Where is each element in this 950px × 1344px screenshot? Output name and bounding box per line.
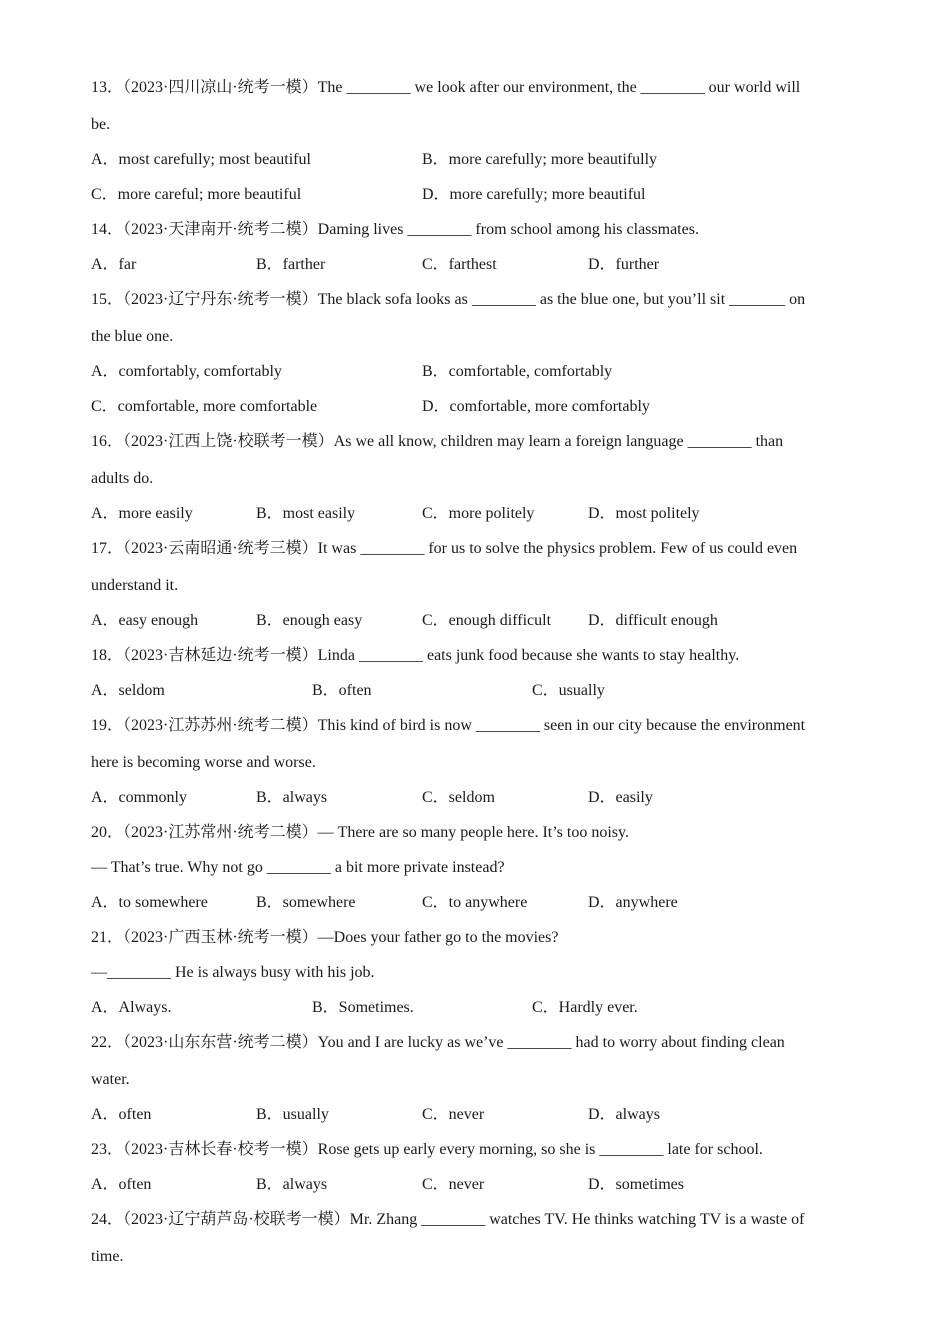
q23-option-c: C．never <box>422 1176 485 1193</box>
q19-option-b: B．always <box>256 789 328 806</box>
q15-option-d: D．comfortable, more comfortably <box>422 398 650 415</box>
q19-option-a: A．commonly <box>91 789 187 806</box>
question-18-stem: 18．（2023·吉林延边·统考一模）Linda ________ eats junk food because she wants to stay healthy. <box>91 647 740 664</box>
question-23-stem: 23．（2023·吉林长春·校考一模）Rose gets up early every morning, so she is ________ late for school. <box>91 1141 763 1158</box>
q14-option-c: C．farthest <box>422 256 497 273</box>
q20-option-d: D．anywhere <box>588 894 678 911</box>
q14-option-a: A．far <box>91 256 137 273</box>
q18-option-c: C．usually <box>532 682 605 699</box>
question-22-stem-cont: water. <box>91 1071 130 1088</box>
q23-option-a: A．often <box>91 1176 152 1193</box>
q22-option-c: C．never <box>422 1106 485 1123</box>
question-14-stem: 14．（2023·天津南开·统考二模）Daming lives ________ from school among his classmates. <box>91 221 699 238</box>
q16-option-b: B．most easily <box>256 505 356 522</box>
question-24-stem: 24．（2023·辽宁葫芦岛·校联考一模）Mr. Zhang ________ watches TV. He thinks watching TV is a waste of <box>91 1211 805 1228</box>
q19-option-d: D．easily <box>588 789 653 806</box>
q17-option-a: A．easy enough <box>91 612 199 629</box>
question-19-stem: 19．（2023·江苏苏州·统考二模）This kind of bird is now ________ seen in our city because the environment <box>91 717 806 734</box>
q18-option-a: A．seldom <box>91 682 165 699</box>
q15-option-c: C．comfortable, more comfortable <box>91 398 318 415</box>
question-17-stem-cont: understand it. <box>91 577 179 594</box>
q21-option-c: C．Hardly ever. <box>532 999 638 1016</box>
question-17-stem: 17．（2023·云南昭通·统考三模）It was ________ for us to solve the physics problem. Few of us could even <box>91 540 798 557</box>
q22-option-b: B．usually <box>256 1106 329 1123</box>
q16-option-c: C．more politely <box>422 505 535 522</box>
q13-option-a: A．most carefully; most beautiful <box>91 151 311 168</box>
q21-option-b: B．Sometimes. <box>312 999 414 1016</box>
q22-option-a: A．often <box>91 1106 152 1123</box>
question-24-stem-cont: time. <box>91 1248 124 1265</box>
q17-option-c: C．enough difficult <box>422 612 552 629</box>
question-15-stem: 15．（2023·辽宁丹东·统考一模）The black sofa looks as ________ as the blue one, but you’ll sit _______ on <box>91 291 806 308</box>
q17-option-b: B．enough easy <box>256 612 363 629</box>
q20-option-c: C．to anywhere <box>422 894 528 911</box>
question-16-stem: 16．（2023·江西上饶·校联考一模）As we all know, children may learn a foreign language ________ than <box>91 433 784 450</box>
q23-option-b: B．always <box>256 1176 328 1193</box>
q16-option-d: D．most politely <box>588 505 700 522</box>
q22-option-d: D．always <box>588 1106 660 1123</box>
q13-option-d: D．more carefully; more beautiful <box>422 186 646 203</box>
question-15-stem-cont: the blue one. <box>91 328 174 345</box>
q15-option-b: B．comfortable, comfortably <box>422 363 613 380</box>
q20-option-a: A．to somewhere <box>91 894 208 911</box>
q13-option-c: C．more careful; more beautiful <box>91 186 302 203</box>
q14-option-d: D．further <box>588 256 660 273</box>
q19-option-c: C．seldom <box>422 789 495 806</box>
question-16-stem-cont: adults do. <box>91 470 154 487</box>
q14-option-b: B．farther <box>256 256 326 273</box>
question-13-stem-cont: be. <box>91 116 111 133</box>
q17-option-d: D．difficult enough <box>588 612 718 629</box>
q16-option-a: A．more easily <box>91 505 193 522</box>
q15-option-a: A．comfortably, comfortably <box>91 363 282 380</box>
question-13-stem: 13．（2023·四川凉山·统考一模）The ________ we look after our environment, the ________ our world will <box>91 79 801 96</box>
question-20-stem-cont: — That’s true. Why not go ________ a bit more private instead? <box>91 859 505 876</box>
q13-option-b: B．more carefully; more beautifully <box>422 151 658 168</box>
question-19-stem-cont: here is becoming worse and worse. <box>91 754 316 771</box>
q18-option-b: B．often <box>312 682 372 699</box>
q21-option-a: A．Always. <box>91 999 172 1016</box>
q23-option-d: D．sometimes <box>588 1176 684 1193</box>
q20-option-b: B．somewhere <box>256 894 356 911</box>
question-22-stem: 22．（2023·山东东营·统考二模）You and I are lucky as we’ve ________ had to worry about finding clean <box>91 1034 785 1051</box>
question-20-stem: 20．（2023·江苏常州·统考二模）— There are so many people here. It’s too noisy. <box>91 824 629 841</box>
question-21-stem-cont: —________ He is always busy with his job. <box>91 964 375 981</box>
question-21-stem: 21．（2023·广西玉林·统考一模）—Does your father go to the movies? <box>91 929 559 946</box>
